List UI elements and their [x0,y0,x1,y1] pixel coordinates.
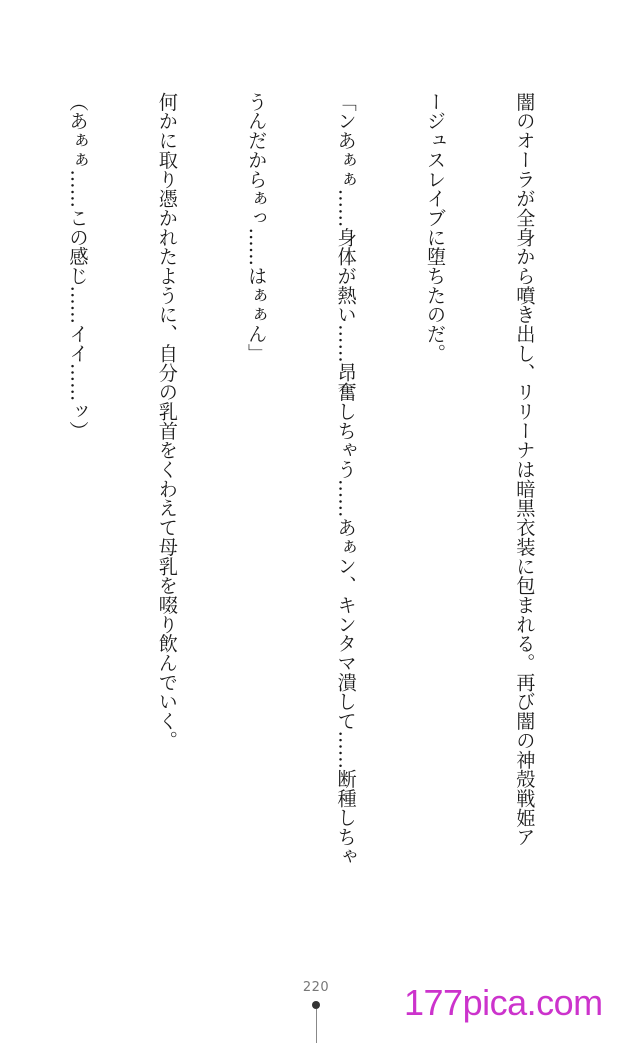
text-line: 「ンあぁぁ……身体が熱い……昂奮しちゃう……あぁン、キンタマ潰して……断種しちゃ [334,92,358,866]
text-line: ージュスレイブに堕ちたのだ。 [424,92,448,363]
text-line: 闇のオーラが全身から噴き出し、リリーナは暗黒衣装に包まれる。再び闇の神殻戦姫ア [513,92,537,847]
text-line: うんだからぁっ……はぁぁん」 [245,92,269,363]
page-number: 220 [302,980,330,995]
text-line: 何かに取り憑かれたように、自分の乳首をくわえて母乳を啜り飲んでいく。 [155,92,179,750]
novel-text-column [29,92,599,942]
page-footer [296,980,336,1043]
footer-dot-icon [312,1001,320,1009]
text-line: （あぁぁ……この感じ……イイ……ッ） [66,92,90,441]
footer-stem-line [316,1009,317,1043]
text-line [0,92,3,942]
watermark: 177pica.com [404,982,603,1023]
